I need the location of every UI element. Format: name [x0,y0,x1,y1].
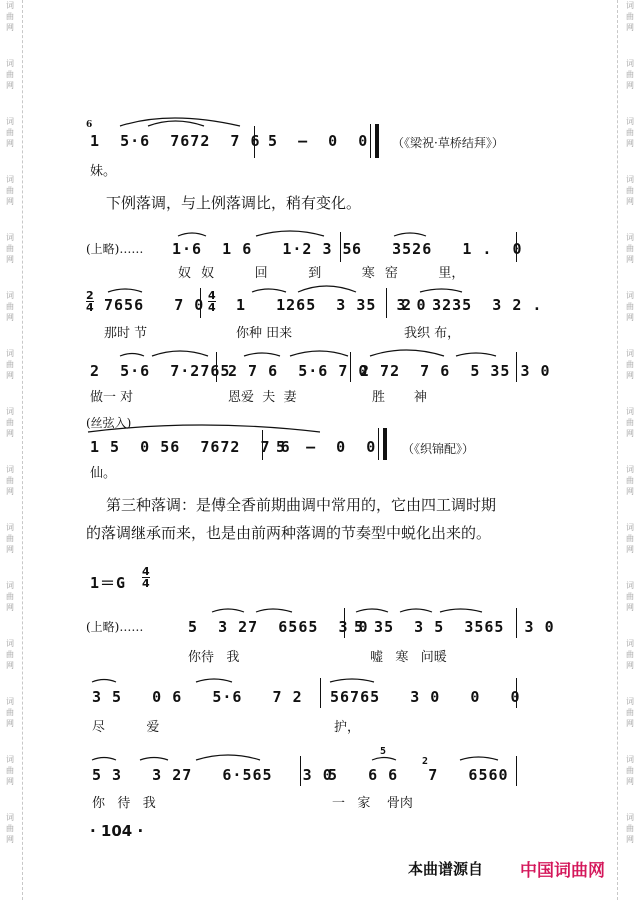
score3-line2-lyric-a: 尽 爱 [92,720,160,735]
watermark-group [622,232,638,290]
watermark-char: 词 [626,233,634,242]
time-bottom: 4 [86,301,94,314]
watermark-char: 网 [6,371,14,380]
watermark-char: 网 [6,23,14,32]
watermark-char: 网 [6,313,14,322]
watermark-char: 网 [6,197,14,206]
watermark-char: 词 [626,1,634,10]
watermark-char: 词 [6,349,14,358]
score1-notes-end: 5 – 0 0 [268,132,369,150]
watermark-char: 曲 [626,302,634,311]
watermark-char: 网 [6,81,14,90]
watermark-group [2,812,18,870]
watermark-char: 曲 [6,244,14,253]
score3-line3-notes-b: 5 6 6 7 6560 [328,766,509,784]
watermark-char: 曲 [6,650,14,659]
score2-line3-lyric-a: 做一 对 [90,390,134,405]
watermark-char: 词 [626,175,634,184]
footer-source-label: 本曲谱源自 [408,860,484,878]
score2-line4-lyric: 仙。 [90,466,117,481]
barline [200,288,201,318]
watermark-group [2,348,18,406]
watermark-char: 网 [626,429,634,438]
watermark-char: 词 [626,117,634,126]
barline [516,608,517,638]
upper-octave-mark: 2 [422,756,429,767]
watermark-char: 曲 [6,128,14,137]
watermark-char: 曲 [6,360,14,369]
watermark-char: 词 [626,697,634,706]
watermark-group [2,290,18,348]
score2-line1-lyric: 奴 奴 回 到 寒 窑 里， [178,266,465,281]
watermark-group [2,580,18,638]
watermark-char: 网 [626,197,634,206]
watermark-char: 网 [626,371,634,380]
score2-line1-notes: 1·6 1 6 1·2 3 5 [172,240,353,258]
barline [254,126,255,158]
watermark-char: 曲 [626,418,634,427]
score2-prefix: (上略)…… [86,242,144,256]
time-top: 2 [86,289,94,302]
watermark-char: 词 [626,639,634,648]
watermark-group [2,232,18,290]
watermark-group [622,406,638,464]
watermark-char: 词 [6,581,14,590]
score3-line1-lyric-a: 你待 我 [188,650,240,665]
watermark-char: 词 [6,117,14,126]
final-barline [375,124,379,158]
watermark-char: 曲 [6,302,14,311]
watermark-char: 曲 [626,186,634,195]
barline [516,678,517,708]
score2-line3-lyric-b: 恩爱 夫 妻 [228,390,297,405]
time-signature [86,290,94,313]
watermark-char: 曲 [6,534,14,543]
barline [386,288,387,318]
watermark-char: 网 [626,81,634,90]
right-margin-rule [617,0,618,900]
barline [344,608,345,638]
watermark-char: 词 [626,291,634,300]
score2-line2-notes-a: 7656 7 0 [104,296,205,314]
watermark-char: 词 [626,813,634,822]
score2-line2-notes-c: 2 3235 3 2 . [402,296,543,314]
watermark-char: 网 [6,603,14,612]
watermark-char: 网 [6,777,14,786]
watermark-char: 网 [626,835,634,844]
watermark-group [622,754,638,812]
time-signature [208,290,216,313]
score2-line2-notes-b: 1 1265 3 35 3 0 [236,296,427,314]
final-barline [383,428,387,460]
score1-notes: 1 5·6 7672 7 6 [90,132,261,150]
watermark-char: 曲 [6,824,14,833]
score3-line1-lyric-b: 嘘 寒 问暖 [370,650,447,665]
score2-line4-notes-a: 1 5 0 56 7672 7 6 [90,438,291,456]
left-watermark [2,0,18,900]
watermark-group [622,0,638,58]
watermark-group [2,58,18,116]
watermark-char: 曲 [6,766,14,775]
watermark-group [622,290,638,348]
score1-source: （《梁祝·草桥结拜》） [392,136,504,150]
watermark-group [2,116,18,174]
watermark-char: 网 [6,835,14,844]
watermark-char: 词 [6,639,14,648]
barline [216,352,217,382]
score3-line2-notes-a: 3 5 0 6 5·6 7 2 [92,688,303,706]
upper-octave-mark: 5 [380,746,387,757]
watermark-char: 曲 [626,708,634,717]
watermark-char: 网 [626,139,634,148]
watermark-char: 词 [626,465,634,474]
watermark-char: 曲 [626,534,634,543]
barline [516,232,517,262]
watermark-char: 曲 [6,592,14,601]
watermark-char: 词 [626,581,634,590]
watermark-group [2,696,18,754]
score2-line4-notes-b: 5 – 0 0 [276,438,377,456]
page-number: · 104 · [90,822,144,840]
barline [516,352,517,382]
paragraph-1: 下例落调，与上例落调比，稍有变化。 [106,194,362,212]
watermark-char: 网 [626,719,634,728]
score2-line3-lyric-c: 胜 神 [372,390,427,405]
watermark-char: 网 [626,661,634,670]
score2-line1-notes2: 6 3526 1 . 0 [352,240,523,258]
watermark-char: 网 [626,255,634,264]
time-top: 4 [142,565,150,578]
watermark-group [622,812,638,870]
paragraph-2-line-1: 第三种落调：是傅全香前期曲调中常用的，它由四工调时期 [106,496,497,514]
right-watermark [622,0,638,900]
score3-line2-lyric-b: 护， [334,720,361,735]
watermark-char: 词 [6,59,14,68]
watermark-group [2,0,18,58]
watermark-char: 词 [6,1,14,10]
watermark-char: 网 [6,661,14,670]
watermark-char: 网 [6,487,14,496]
score3-line3-notes-a: 5 3 3 27 6·565 3 0 [92,766,333,784]
watermark-char: 词 [6,697,14,706]
watermark-group [622,638,638,696]
paragraph-2-line-2: 的落调继承而来，也是由前两种落调的节奏型中蜕化出来的。 [86,524,492,542]
watermark-char: 网 [626,545,634,554]
watermark-group [2,406,18,464]
score3-line3-lyric-a: 你 待 我 [92,796,156,811]
watermark-char: 词 [626,349,634,358]
barline [262,430,263,460]
watermark-char: 词 [626,755,634,764]
watermark-char: 网 [6,719,14,728]
watermark-char: 网 [626,313,634,322]
watermark-group [2,174,18,232]
watermark-group [622,580,638,638]
score2-source: （《织锦配》） [402,442,475,456]
footer-site-link[interactable]: 中国词曲网 [520,861,605,881]
time-signature [142,566,150,589]
score3-line2-notes-b: 56765 3 0 0 0 [330,688,521,706]
watermark-char: 曲 [626,766,634,775]
time-top: 4 [208,289,216,302]
watermark-char: 词 [6,465,14,474]
watermark-group [622,58,638,116]
watermark-group [622,696,638,754]
watermark-group [2,464,18,522]
watermark-char: 曲 [6,12,14,21]
watermark-group [622,464,638,522]
watermark-char: 曲 [6,476,14,485]
score2-line3-notes-b: 2 7 6 5·6 7 0 [228,362,369,380]
watermark-char: 词 [626,523,634,532]
barline [320,678,321,708]
barline [370,124,371,158]
watermark-char: 曲 [6,186,14,195]
watermark-char: 词 [626,407,634,416]
score2-line3-notes-a: 2 5·6 7·2765 [90,362,231,380]
watermark-char: 网 [626,487,634,496]
score3-line1-notes-b: 5 35 3 5 3565 3 0 [354,618,555,636]
watermark-char: 网 [6,139,14,148]
watermark-char: 词 [6,291,14,300]
watermark-char: 曲 [626,592,634,601]
barline [516,756,517,786]
watermark-group [622,348,638,406]
barline [350,352,351,382]
watermark-char: 词 [6,813,14,822]
score3-line3-lyric-b: 一 家 骨肉 [332,796,413,811]
watermark-char: 网 [6,545,14,554]
watermark-group [622,116,638,174]
score2-line2-lyric-b: 你种 田来 [236,326,293,341]
watermark-char: 曲 [626,476,634,485]
watermark-char: 曲 [626,650,634,659]
watermark-char: 曲 [626,244,634,253]
instrument-note: (丝弦入) [86,416,132,430]
barline [300,756,301,786]
watermark-group [622,174,638,232]
watermark-char: 网 [626,23,634,32]
barline [340,232,341,262]
watermark-char: 网 [6,429,14,438]
watermark-char: 曲 [626,128,634,137]
score3-prefix: (上略)…… [86,620,144,634]
watermark-group [2,754,18,812]
watermark-group [2,522,18,580]
watermark-char: 曲 [6,708,14,717]
watermark-char: 曲 [6,418,14,427]
watermark-char: 曲 [626,824,634,833]
watermark-char: 词 [626,59,634,68]
watermark-char: 词 [6,407,14,416]
watermark-char: 网 [6,255,14,264]
watermark-group [2,638,18,696]
watermark-char: 词 [6,523,14,532]
barline [378,428,379,460]
left-margin-rule [22,0,23,900]
time-bottom: 4 [142,577,150,590]
watermark-char: 网 [626,603,634,612]
watermark-char: 词 [6,175,14,184]
watermark-char: 词 [6,233,14,242]
watermark-char: 曲 [6,70,14,79]
score3-line1-notes-a: 5 3 27 6565 3 0 [188,618,369,636]
score2-line2-lyric-a: 那时 节 [104,326,148,341]
score2-line2-lyric-c: 我织 布， [404,326,461,341]
score1-lyric: 妹。 [90,164,117,179]
time-bottom: 4 [208,301,216,314]
watermark-char: 曲 [626,12,634,21]
watermark-char: 曲 [626,360,634,369]
watermark-char: 曲 [626,70,634,79]
key-signature: 1＝G [90,574,127,592]
watermark-char: 词 [6,755,14,764]
watermark-group [622,522,638,580]
watermark-char: 网 [626,777,634,786]
score1-lead-mark: 6 [86,120,93,130]
score2-line3-notes-c: 2 72 7 6 5 35 3 0 [360,362,551,380]
